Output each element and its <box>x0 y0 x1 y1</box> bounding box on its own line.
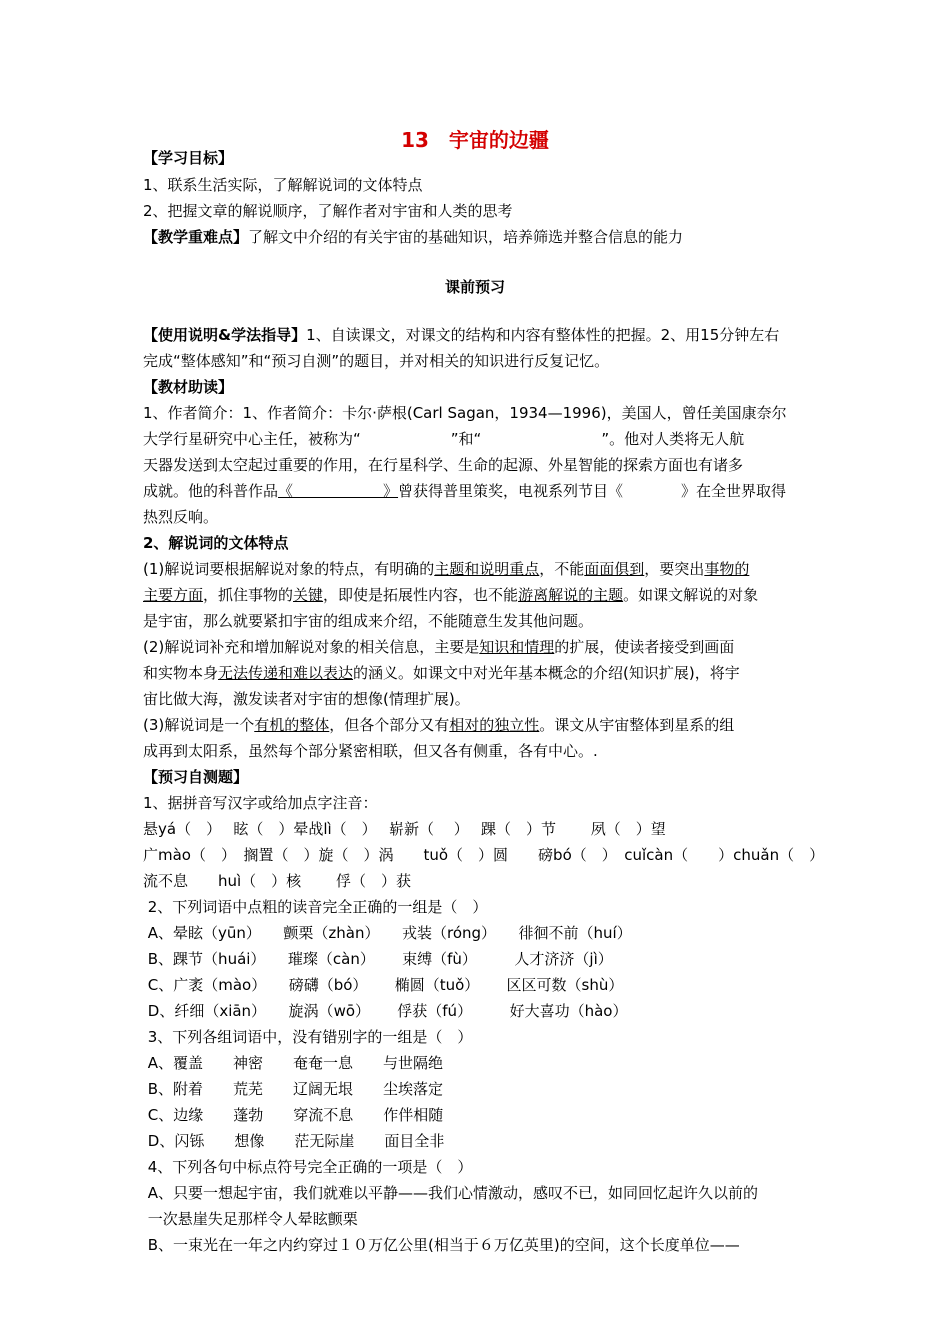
text-line <box>143 1209 358 1229</box>
text-line <box>143 377 233 397</box>
text-line <box>143 1053 443 1073</box>
text-line <box>143 1105 443 1125</box>
text-segment: 热烈反响。 <box>143 508 219 526</box>
text-segment: D、闪铄 想像 茫无际崖 面目全非 <box>143 1132 445 1150</box>
text-line <box>143 429 744 449</box>
text-line <box>143 175 423 195</box>
text-segment: 曾获得普里策奖，电视系列节目《 <box>398 482 624 500</box>
text-line <box>143 585 758 605</box>
underlined-text: 相对的独立性 <box>449 716 540 734</box>
text-line <box>143 201 513 221</box>
text-line <box>143 741 598 761</box>
bold-heading: 【教学重难点】 <box>143 228 249 246</box>
text-segment: 1、据拼音写汉字或给加点字注音： <box>143 794 378 812</box>
text-line <box>143 793 378 813</box>
text-segment: C、边缘 蓬勃 穿流不息 作伴相随 <box>143 1106 444 1124</box>
text-segment: 》在全世界取得 <box>681 482 787 500</box>
text-segment: ，抓住事物的 <box>203 586 294 604</box>
text-line <box>143 689 470 709</box>
text-line <box>143 819 666 839</box>
text-line <box>143 663 740 683</box>
text-segment: ，要突出 <box>644 560 705 578</box>
text-segment: A、只要一想起宇宙，我们就难以平静——我们心情激动，感叹不已，如同回忆起许久以前的 <box>143 1184 759 1202</box>
text-line <box>143 1157 472 1177</box>
text-segment: A、覆盖 神密 奄奄一息 与世隔绝 <box>143 1054 444 1072</box>
bold-heading: 2、解说词的文体特点 <box>143 534 289 552</box>
text-segment: 天器发送到太空起过重要的作用，在行星科学、生命的起源、外星智能的探索方面也有诸多 <box>143 456 744 474</box>
page-title: 13 宇宙的边疆 <box>401 128 549 152</box>
text-line <box>143 897 487 917</box>
text-line <box>143 871 411 891</box>
text-segment: 是宇宙，那么就要紧扣宇宙的组成来介绍，不能随意生发其他问题。 <box>143 612 594 630</box>
underlined-text: 关键 <box>293 586 324 604</box>
text-line <box>143 455 743 475</box>
text-line <box>143 351 609 371</box>
text-line <box>143 507 218 527</box>
text-segment: 流不息 huì（ ）核 俘（ ）获 <box>143 872 411 890</box>
text-segment: B、踝节（huái） 璀璨（càn） 束缚（fù） 人才济济（jì） <box>143 950 613 968</box>
text-segment: 。课文从宇宙整体到星系的组 <box>539 716 735 734</box>
underlined-text: 游离解说的主题 <box>518 586 624 604</box>
text-line <box>143 533 288 553</box>
text-line <box>143 767 248 787</box>
underlined-text: 主要方面 <box>143 586 204 604</box>
text-segment: (3)解说词是一个 <box>143 716 255 734</box>
text-line <box>143 481 786 501</box>
text-segment: 成再到太阳系，虽然每个部分紧密相联，但又各有侧重，各有中心。. <box>143 742 598 760</box>
text-segment: C、广袤（mào） 磅礴（bó） 椭圆（tuǒ） 区区可数（shù） <box>143 976 624 994</box>
text-segment: 1、作者简介：1、作者简介：卡尔·萨根(Carl Sagan，1934—1996)，美国人，曾任美国康奈尔 <box>143 404 787 422</box>
underlined-text: 面面俱到 <box>584 560 645 578</box>
text-segment: 4、下列各句中标点符号完全正确的一项是（ ） <box>143 1158 473 1176</box>
text-line <box>143 1131 444 1151</box>
text-segment: B、一束光在一年之内约穿过１０万亿公里(相当于６万亿英里)的空间，这个长度单位—— <box>143 1236 740 1254</box>
text-line <box>143 975 623 995</box>
text-line <box>143 923 632 943</box>
text-segment: (2)解说词补充和增加解说对象的相关信息，主要是 <box>143 638 480 656</box>
text-segment: 的涵义。如课文中对光年基本概念的介绍(知识扩展)，将宇 <box>353 664 740 682</box>
text-segment: 2、把握文章的解说顺序，了解作者对宇宙和人类的思考 <box>143 202 513 220</box>
text-segment: 大学行星研究中心主任，被称为“ <box>143 430 361 448</box>
text-segment: A、晕眩（yūn） 颤栗（zhàn） 戎装（róng） 徘徊不前（huí） <box>143 924 632 942</box>
text-segment: ，但各个部分又有 <box>329 716 450 734</box>
text-line <box>143 1001 627 1021</box>
text-segment: 宙比做大海，激发读者对宇宙的想像(情理扩展)。 <box>143 690 470 708</box>
underlined-text: 主题和说明重点 <box>434 560 540 578</box>
text-segment: ”和“ <box>450 430 482 448</box>
text-line <box>143 1079 443 1099</box>
text-line <box>143 1235 740 1255</box>
text-line <box>143 227 683 247</box>
text-segment: 一次悬崖失足那样令人晕眩颤栗 <box>143 1210 358 1228</box>
text-segment: 了解文中介绍的有关宇宙的基础知识，培养筛选并整合信息的能力 <box>248 228 684 246</box>
text-segment: 完成“整体感知”和“预习自测”的题目，并对相关的知识进行反复记忆。 <box>143 352 610 370</box>
text-segment: ，即使是拓展性内容，也不能 <box>323 586 519 604</box>
text-segment: ，不能 <box>539 560 585 578</box>
text-segment: 广mào（ ） 搁置（ ）旋（ ）涡 tuǒ（ ）圆 磅bó（ ） cuǐcàn（ ）chuǎn（ ） <box>143 846 825 864</box>
text-segment: 1、联系生活实际，了解解说词的文体特点 <box>143 176 423 194</box>
underlined-text: 事物的 <box>704 560 750 578</box>
text-segment: 成就。他的科普作品 <box>143 482 279 500</box>
text-segment: (1)解说词要根据解说对象的特点，有明确的 <box>143 560 435 578</box>
text-line <box>143 1027 472 1047</box>
text-line <box>143 715 734 735</box>
underlined-text: 知识和情理 <box>479 638 555 656</box>
bold-heading: 【学习目标】 <box>143 149 234 167</box>
text-segment: 3、下列各组词语中，没有错别字的一组是（ ） <box>143 1028 473 1046</box>
text-line <box>143 845 824 865</box>
text-line <box>143 403 787 423</box>
text-segment: ”。他对人类将无人航 <box>601 430 745 448</box>
text-line <box>143 637 734 657</box>
text-segment: 2、下列词语中点粗的读音完全正确的一组是（ ） <box>143 898 488 916</box>
bold-heading: 【预习自测题】 <box>143 768 249 786</box>
underlined-text: 有机的整体 <box>254 716 330 734</box>
text-line <box>143 148 233 168</box>
text-line <box>143 325 779 345</box>
underlined-text: 《 》 <box>278 482 399 500</box>
text-line <box>143 1183 758 1203</box>
text-segment: 和实物本身 <box>143 664 219 682</box>
text-segment: 悬yá（ ） 眩（ ）晕战lì（ ） 崭新（ ） 踝（ ）节 夙（ ）望 <box>143 820 666 838</box>
text-segment: D、纤细（xiān） 旋涡（wō） 俘获（fú） 好大喜功（hào） <box>143 1002 628 1020</box>
text-line <box>143 949 613 969</box>
text-line <box>143 559 749 579</box>
text-line <box>143 611 593 631</box>
section-heading-preview: 课前预习 <box>444 278 505 296</box>
text-segment: 1、自读课文，对课文的结构和内容有整体性的把握。2、用15分钟左右 <box>306 326 780 344</box>
bold-heading: 【教材助读】 <box>143 378 234 396</box>
text-segment: B、附着 荒芜 辽阔无垠 尘埃落定 <box>143 1080 444 1098</box>
text-segment: 的扩展，使读者接受到画面 <box>554 638 735 656</box>
text-segment: 。如课文解说的对象 <box>623 586 759 604</box>
bold-heading: 【使用说明&学法指导】 <box>143 326 307 344</box>
underlined-text: 无法传递和难以表达 <box>218 664 354 682</box>
